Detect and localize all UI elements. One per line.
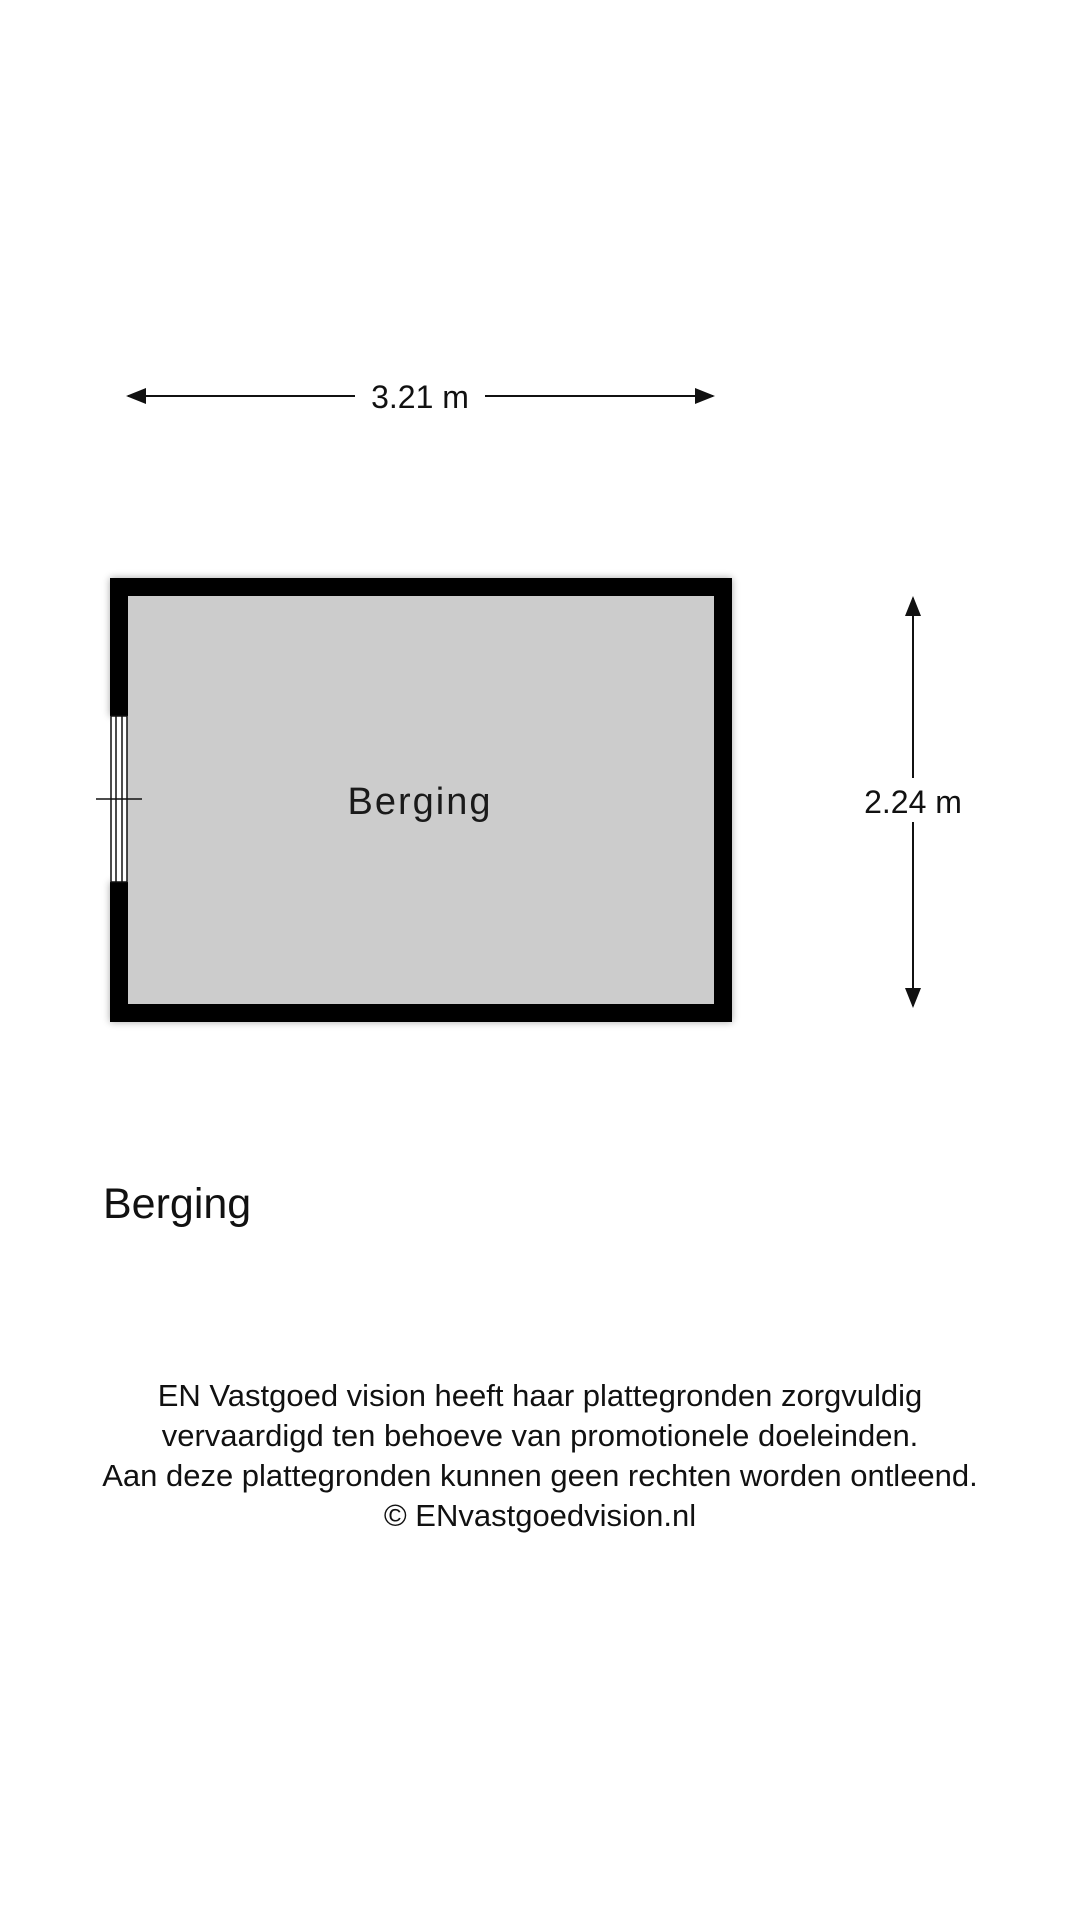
- width-dimension: [128, 379, 713, 415]
- floor-title: Berging: [103, 1180, 252, 1228]
- room-label: Berging: [347, 781, 493, 823]
- height-dimension-label: 2.24 m: [864, 784, 962, 820]
- wall-right: [714, 578, 732, 1022]
- wall-bottom: [110, 1004, 732, 1022]
- wall-left-upper: [110, 578, 128, 716]
- wall-left-lower: [110, 882, 128, 1022]
- disclaimer: [0, 1376, 1080, 1536]
- disclaimer-line: vervaardigd ten behoeve van promotionele doeleinden.: [161, 1418, 919, 1453]
- wall-top: [110, 578, 732, 596]
- height-dimension: [864, 598, 962, 1006]
- disclaimer-copyright: © ENvastgoedvision.nl: [383, 1498, 697, 1533]
- disclaimer-line: EN Vastgoed vision heeft haar plattegronden zorgvuldig: [157, 1378, 923, 1413]
- width-dimension-label: 3.21 m: [371, 379, 469, 415]
- disclaimer-line: Aan deze plattegronden kunnen geen rechten worden ontleend.: [102, 1458, 978, 1493]
